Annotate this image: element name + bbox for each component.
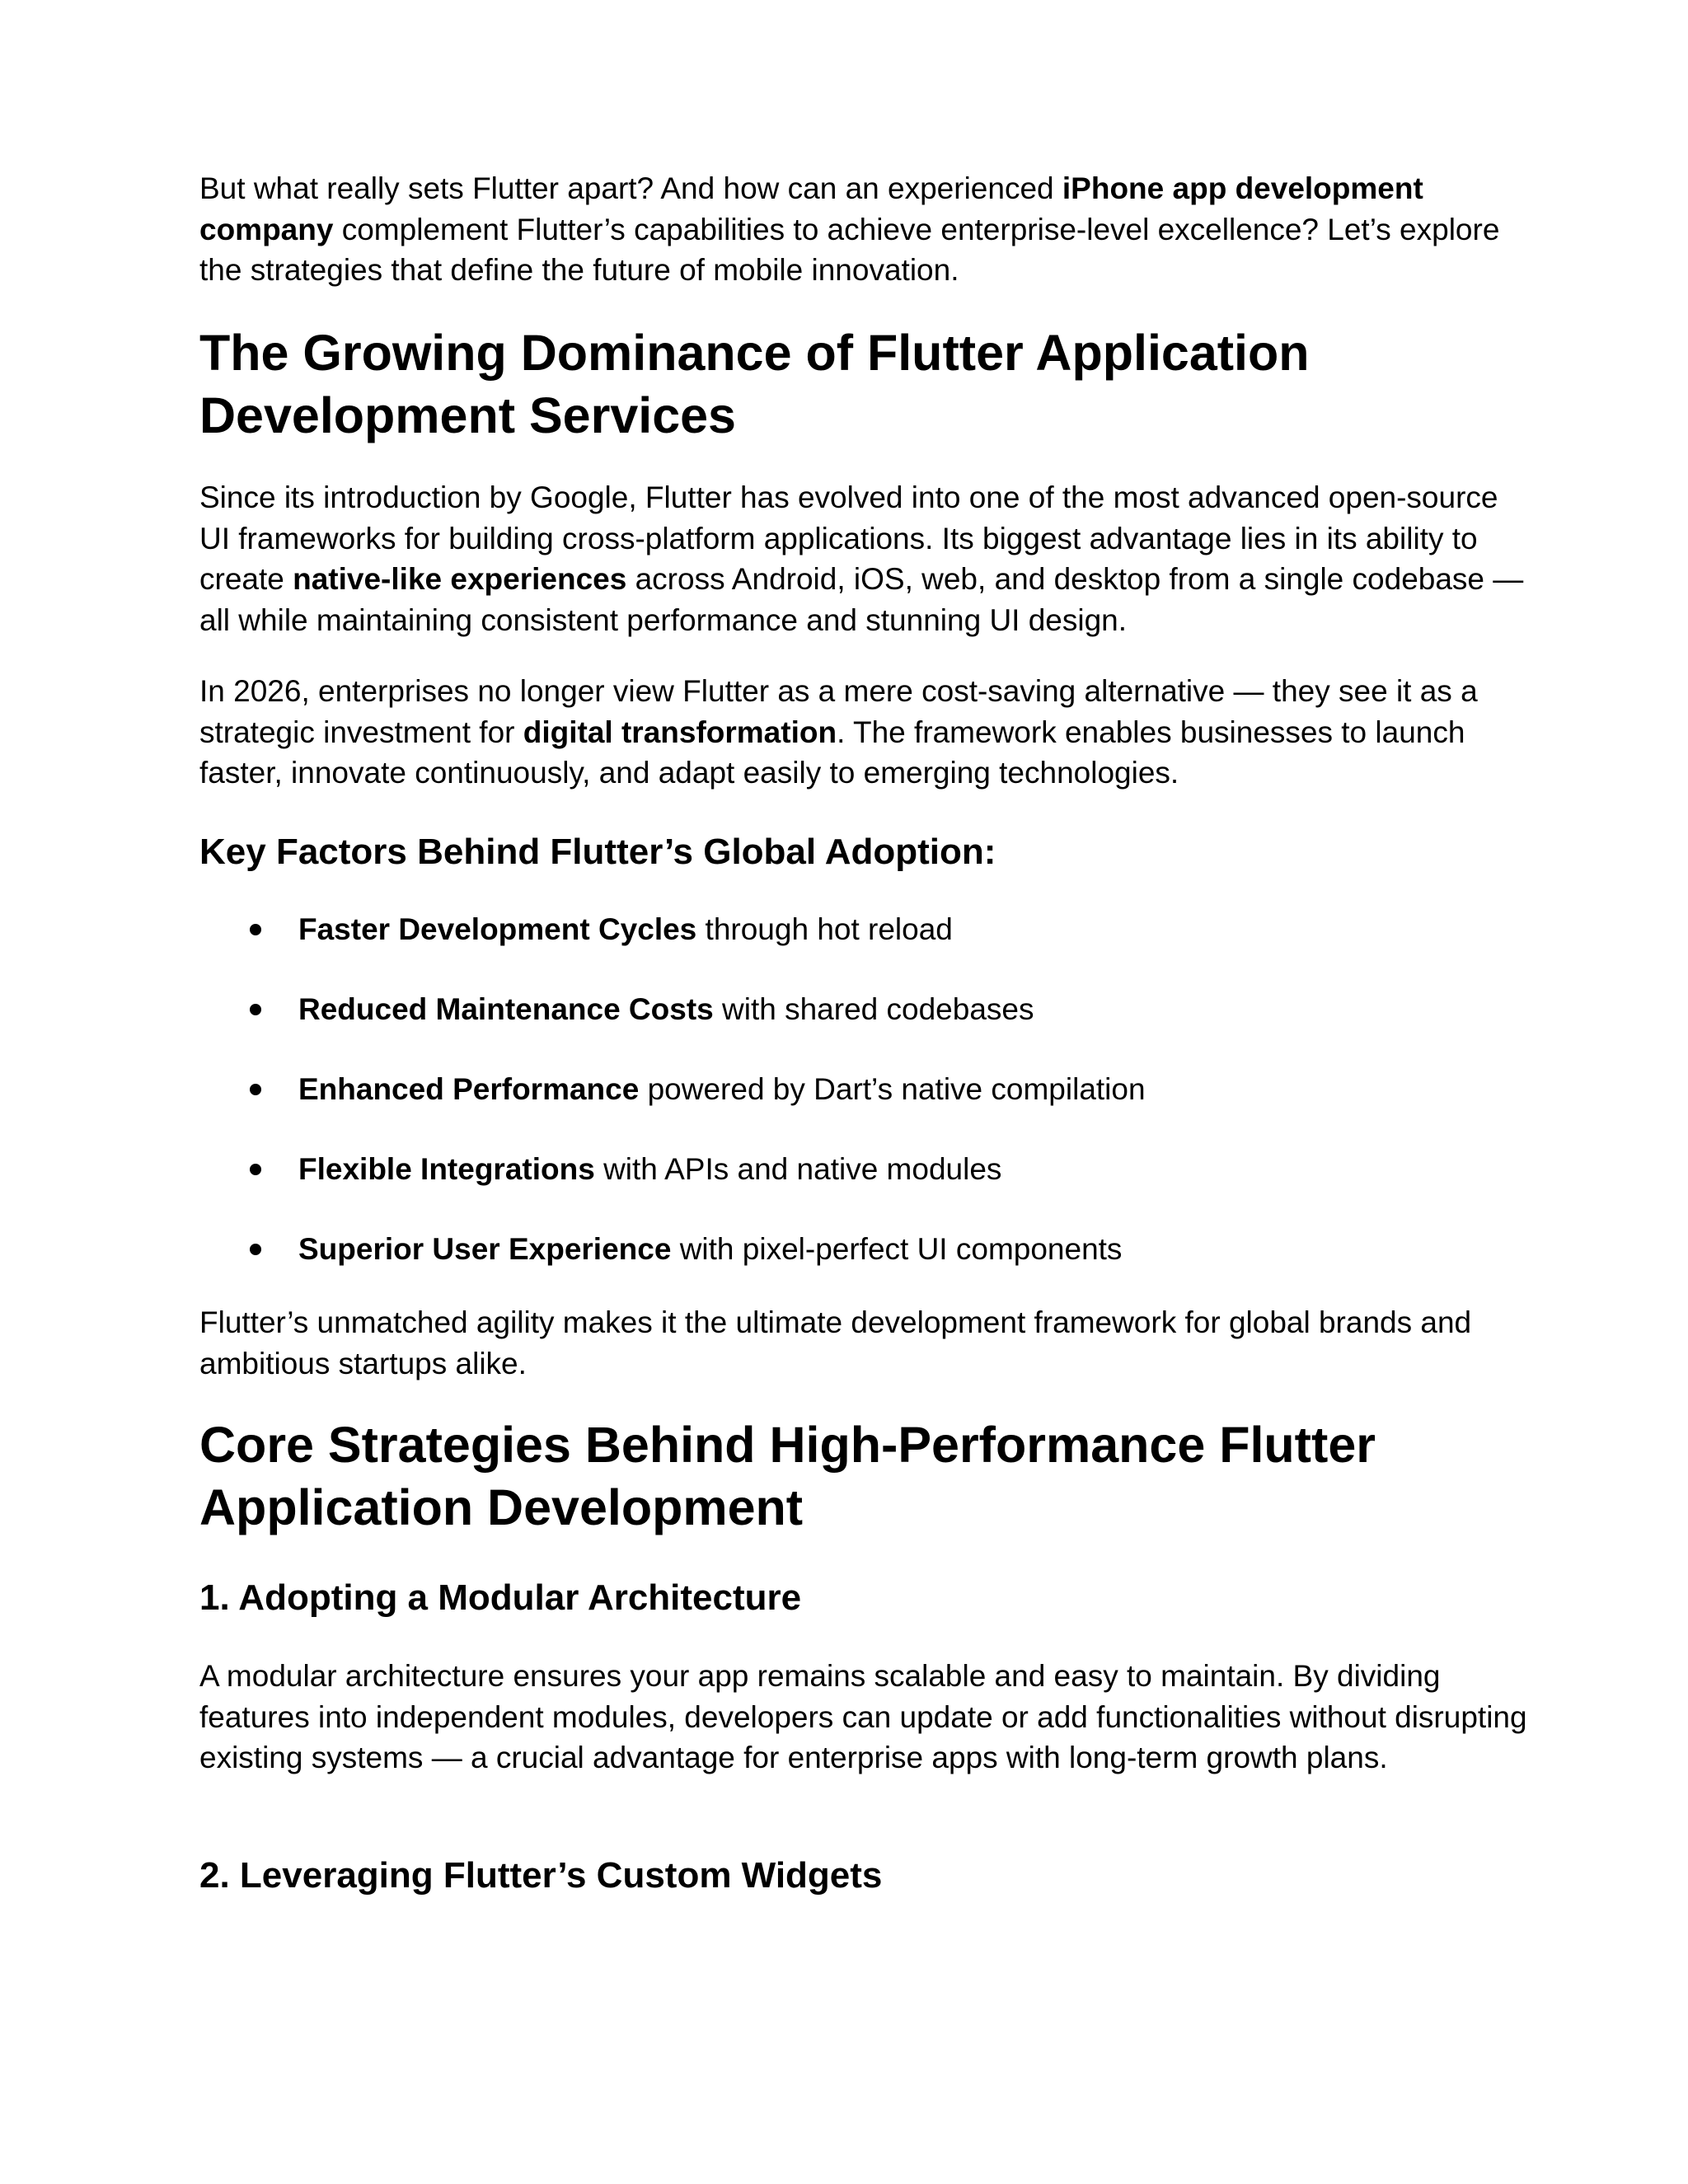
- list-item-text: Reduced Maintenance Costs with shared codebases: [298, 992, 1034, 1026]
- section1-heading: [199, 321, 1535, 447]
- section2-heading-line2: Application Development: [199, 1479, 804, 1535]
- para1-text: Since its introduction by Google, Flutter has evolved into one of the most advanced open-source UI frameworks for building cross-platform applications. Its biggest advantage lies in its ability to create: [199, 480, 1498, 596]
- key-factors-heading: Key Factors Behind Flutter’s Global Adoption:: [199, 832, 996, 872]
- intro-text: But what really sets Flutter apart? And how can an experienced: [199, 171, 1062, 205]
- section1-heading-line2: Development Services: [199, 387, 736, 443]
- section1-paragraph-2: [199, 671, 1535, 794]
- bullet-icon: [250, 1244, 261, 1255]
- list-item-text: Flexible Integrations with APIs and native modules: [298, 1152, 1002, 1186]
- strategy-1-paragraph: A modular architecture ensures your app remains scalable and easy to maintain. By dividing features into independent modules, developers can update or add functionalities without disrupting existing systems — a crucial advantage for enterprise apps with long-term growth plans.: [199, 1659, 1527, 1774]
- strategy-2-heading: 2. Leveraging Flutter’s Custom Widgets: [199, 1855, 883, 1896]
- bullet-icon: [250, 1004, 261, 1015]
- bullet-icon: [250, 1084, 261, 1095]
- list-item-text: Faster Development Cycles through hot reload: [298, 912, 953, 946]
- intro-text-end: complement Flutter’s capabilities to achieve enterprise-level excellence? Let’s explore the strategies that define the future of mobile innovation.: [199, 212, 1500, 287]
- para1-text-end: across Android, iOS, web, and desktop from a single codebase — all while maintaining consistent performance and stunning UI design.: [199, 562, 1524, 637]
- bullet-icon: [250, 1164, 261, 1175]
- para2-text-end: . The framework enables businesses to launch faster, innovate continuously, and adapt easily to emerging technologies.: [199, 715, 1465, 790]
- strategy-1-heading: 1. Adopting a Modular Architecture: [199, 1577, 802, 1618]
- section1-heading-line1: The Growing Dominance of Flutter Application: [199, 325, 1310, 381]
- para1-bold-text: native-like experiences: [293, 562, 627, 596]
- list-item-text: Superior User Experience with pixel-perfect UI components: [298, 1232, 1123, 1266]
- section1-paragraph-1: [199, 477, 1535, 640]
- para2-bold-text: digital transformation: [523, 715, 837, 749]
- intro-paragraph: [199, 168, 1535, 291]
- section2-heading: [199, 1413, 1535, 1539]
- intro-bold-text: iPhone app development company: [199, 171, 1423, 246]
- section2-heading-line1: Core Strategies Behind High-Performance Flutter: [199, 1417, 1376, 1473]
- para2-text: In 2026, enterprises no longer view Flutter as a mere cost-saving alternative — they see it as a strategic investment for: [199, 674, 1478, 749]
- section1-closing-paragraph: Flutter’s unmatched agility makes it the ultimate development framework for global brands and ambitious startups alike.: [199, 1305, 1472, 1380]
- bullet-icon: [250, 924, 261, 935]
- list-item-text: Enhanced Performance powered by Dart’s native compilation: [298, 1072, 1146, 1106]
